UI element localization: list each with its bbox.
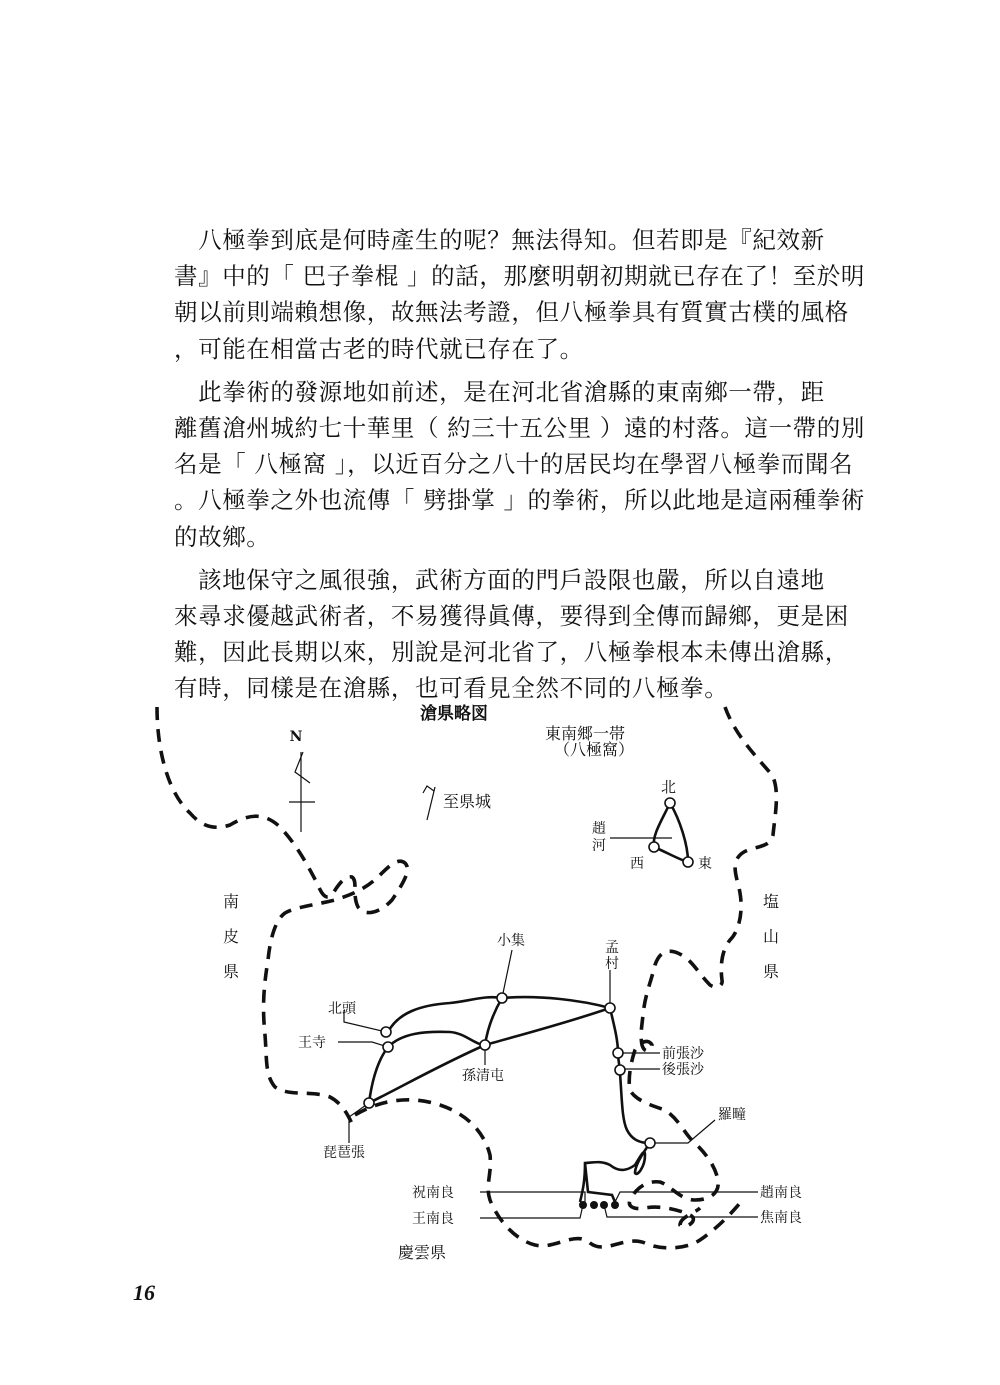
map-title: 滄県略図 (420, 704, 488, 724)
town-label-qianzhangsha: 前張沙 (662, 1046, 704, 1062)
inset-west-marker (649, 842, 659, 852)
region-label: 東南郷一帯 (545, 724, 626, 743)
paragraph-3 (174, 562, 849, 707)
town-label-beitou: 北頭 (328, 1001, 356, 1017)
county-label-qingyun: 慶雲県 (398, 1243, 447, 1262)
county-label-yanshan: 県 (763, 962, 780, 981)
town-label-sunqingtun: 孫清屯 (462, 1068, 504, 1084)
village-dot (600, 1201, 608, 1209)
paragraph-2 (174, 374, 865, 555)
town-marker-beitou (381, 1027, 391, 1037)
town-label-jiaonanliang: 焦南良 (760, 1210, 802, 1226)
text-line: 該地保守之風很強，武術方面的門戶設限也嚴，所以自遠地 (174, 565, 825, 594)
north-arrow-icon (289, 729, 315, 832)
road-east (580, 1008, 650, 1202)
town-marker-luotong (645, 1138, 655, 1148)
town-label-luotong: 羅疃 (718, 1107, 746, 1123)
road-middle (388, 1008, 610, 1047)
town-marker-sunqingtun (480, 1040, 490, 1050)
text-line: 的故鄉。 (174, 522, 271, 551)
town-marker-wangsi (383, 1042, 393, 1052)
region-label-sub: （八極窩） (554, 740, 635, 759)
text-line: 有時，同樣是在滄縣，也可看見全然不同的八極拳。 (174, 674, 729, 703)
town-label-mengcun: 村 (605, 956, 619, 972)
text-line: 來尋求優越武術者，不易獲得眞傳，要得到全傳而歸鄉，更是困 (174, 602, 849, 631)
text-line: 名是「 八極窩 」，以近百分之八十的居民均在學習八極拳而聞名 (174, 450, 854, 479)
county-label-nanpi: 県 (223, 962, 240, 981)
county-label-yanshan: 塩 (763, 892, 780, 911)
text-line: 。八極拳之外也流傳「 劈掛掌 」的拳術，所以此地是這兩種拳術 (174, 486, 865, 515)
town-label-mengcun: 孟 (605, 940, 619, 956)
town-marker-qianzhangsha (613, 1048, 623, 1058)
town-label-wangsi: 王寺 (298, 1035, 326, 1051)
town-label-houzhangsha: 後張沙 (662, 1062, 704, 1078)
direction-label: 至県城 (443, 792, 492, 811)
north-label: N (289, 729, 303, 745)
village-dot (590, 1201, 598, 1209)
town-label-xiaoji: 小集 (497, 933, 525, 949)
inset-north-label: 北 (661, 778, 677, 796)
arrow-up-icon (423, 786, 435, 820)
road-xiaoji-sunqing (485, 998, 502, 1045)
body-text (174, 222, 865, 714)
inset-river-label-2: 河 (592, 838, 606, 854)
county-label-nanpi: 南 (223, 892, 240, 911)
inset-west-label: 西 (630, 856, 644, 872)
town-label-zhunanliang: 祝南良 (412, 1185, 454, 1201)
text-line: 朝以前則端賴想像，故無法考證，但八極拳具有質實古樸的風格 (174, 298, 849, 327)
town-marker-houzhangsha (615, 1065, 625, 1075)
county-boundary-west (157, 707, 407, 1130)
page-number: 16 (133, 1280, 155, 1305)
text-line: 八極拳到底是何時產生的呢？無法得知。但若即是『紀效新 (174, 226, 825, 254)
inset-north-marker (665, 798, 675, 808)
text-line: ，可能在相當古老的時代就已存在了。 (174, 334, 584, 363)
inset-river-label-1: 趙 (592, 821, 606, 837)
town-marker-xiaoji (497, 993, 507, 1003)
town-marker-mengcun (605, 1003, 615, 1013)
village-dot (579, 1201, 587, 1209)
village-dot (611, 1201, 619, 1209)
town-label-zhaonanliang: 趙南良 (760, 1185, 802, 1201)
text-line: 離舊滄州城約七十華里（ 約三十五公里 ）遠的村落。這一帶的別 (174, 414, 865, 443)
map-drawing (140, 695, 840, 1275)
inset-east-label: 東 (698, 856, 712, 872)
paragraph-1 (174, 222, 865, 367)
text-line: 此拳術的發源地如前述，是在河北省滄縣的東南鄉一帶，距 (174, 377, 825, 406)
town-marker-pipazhang (364, 1098, 374, 1108)
inset-east-marker (683, 857, 693, 867)
town-label-wangnanliang: 王南良 (412, 1211, 454, 1227)
county-label-nanpi: 皮 (223, 927, 240, 946)
cang-county-map (140, 695, 840, 1275)
town-label-pipazhang: 琵琶張 (323, 1145, 365, 1161)
text-line: 書』中的「 巴子拳棍 」的話，那麼明朝初期就已存在了！至於明 (174, 262, 865, 291)
county-label-yanshan: 山 (763, 927, 780, 946)
text-line: 難，因此長期以來，別說是河北省了，八極拳根本未傳出滄縣， (174, 638, 849, 667)
